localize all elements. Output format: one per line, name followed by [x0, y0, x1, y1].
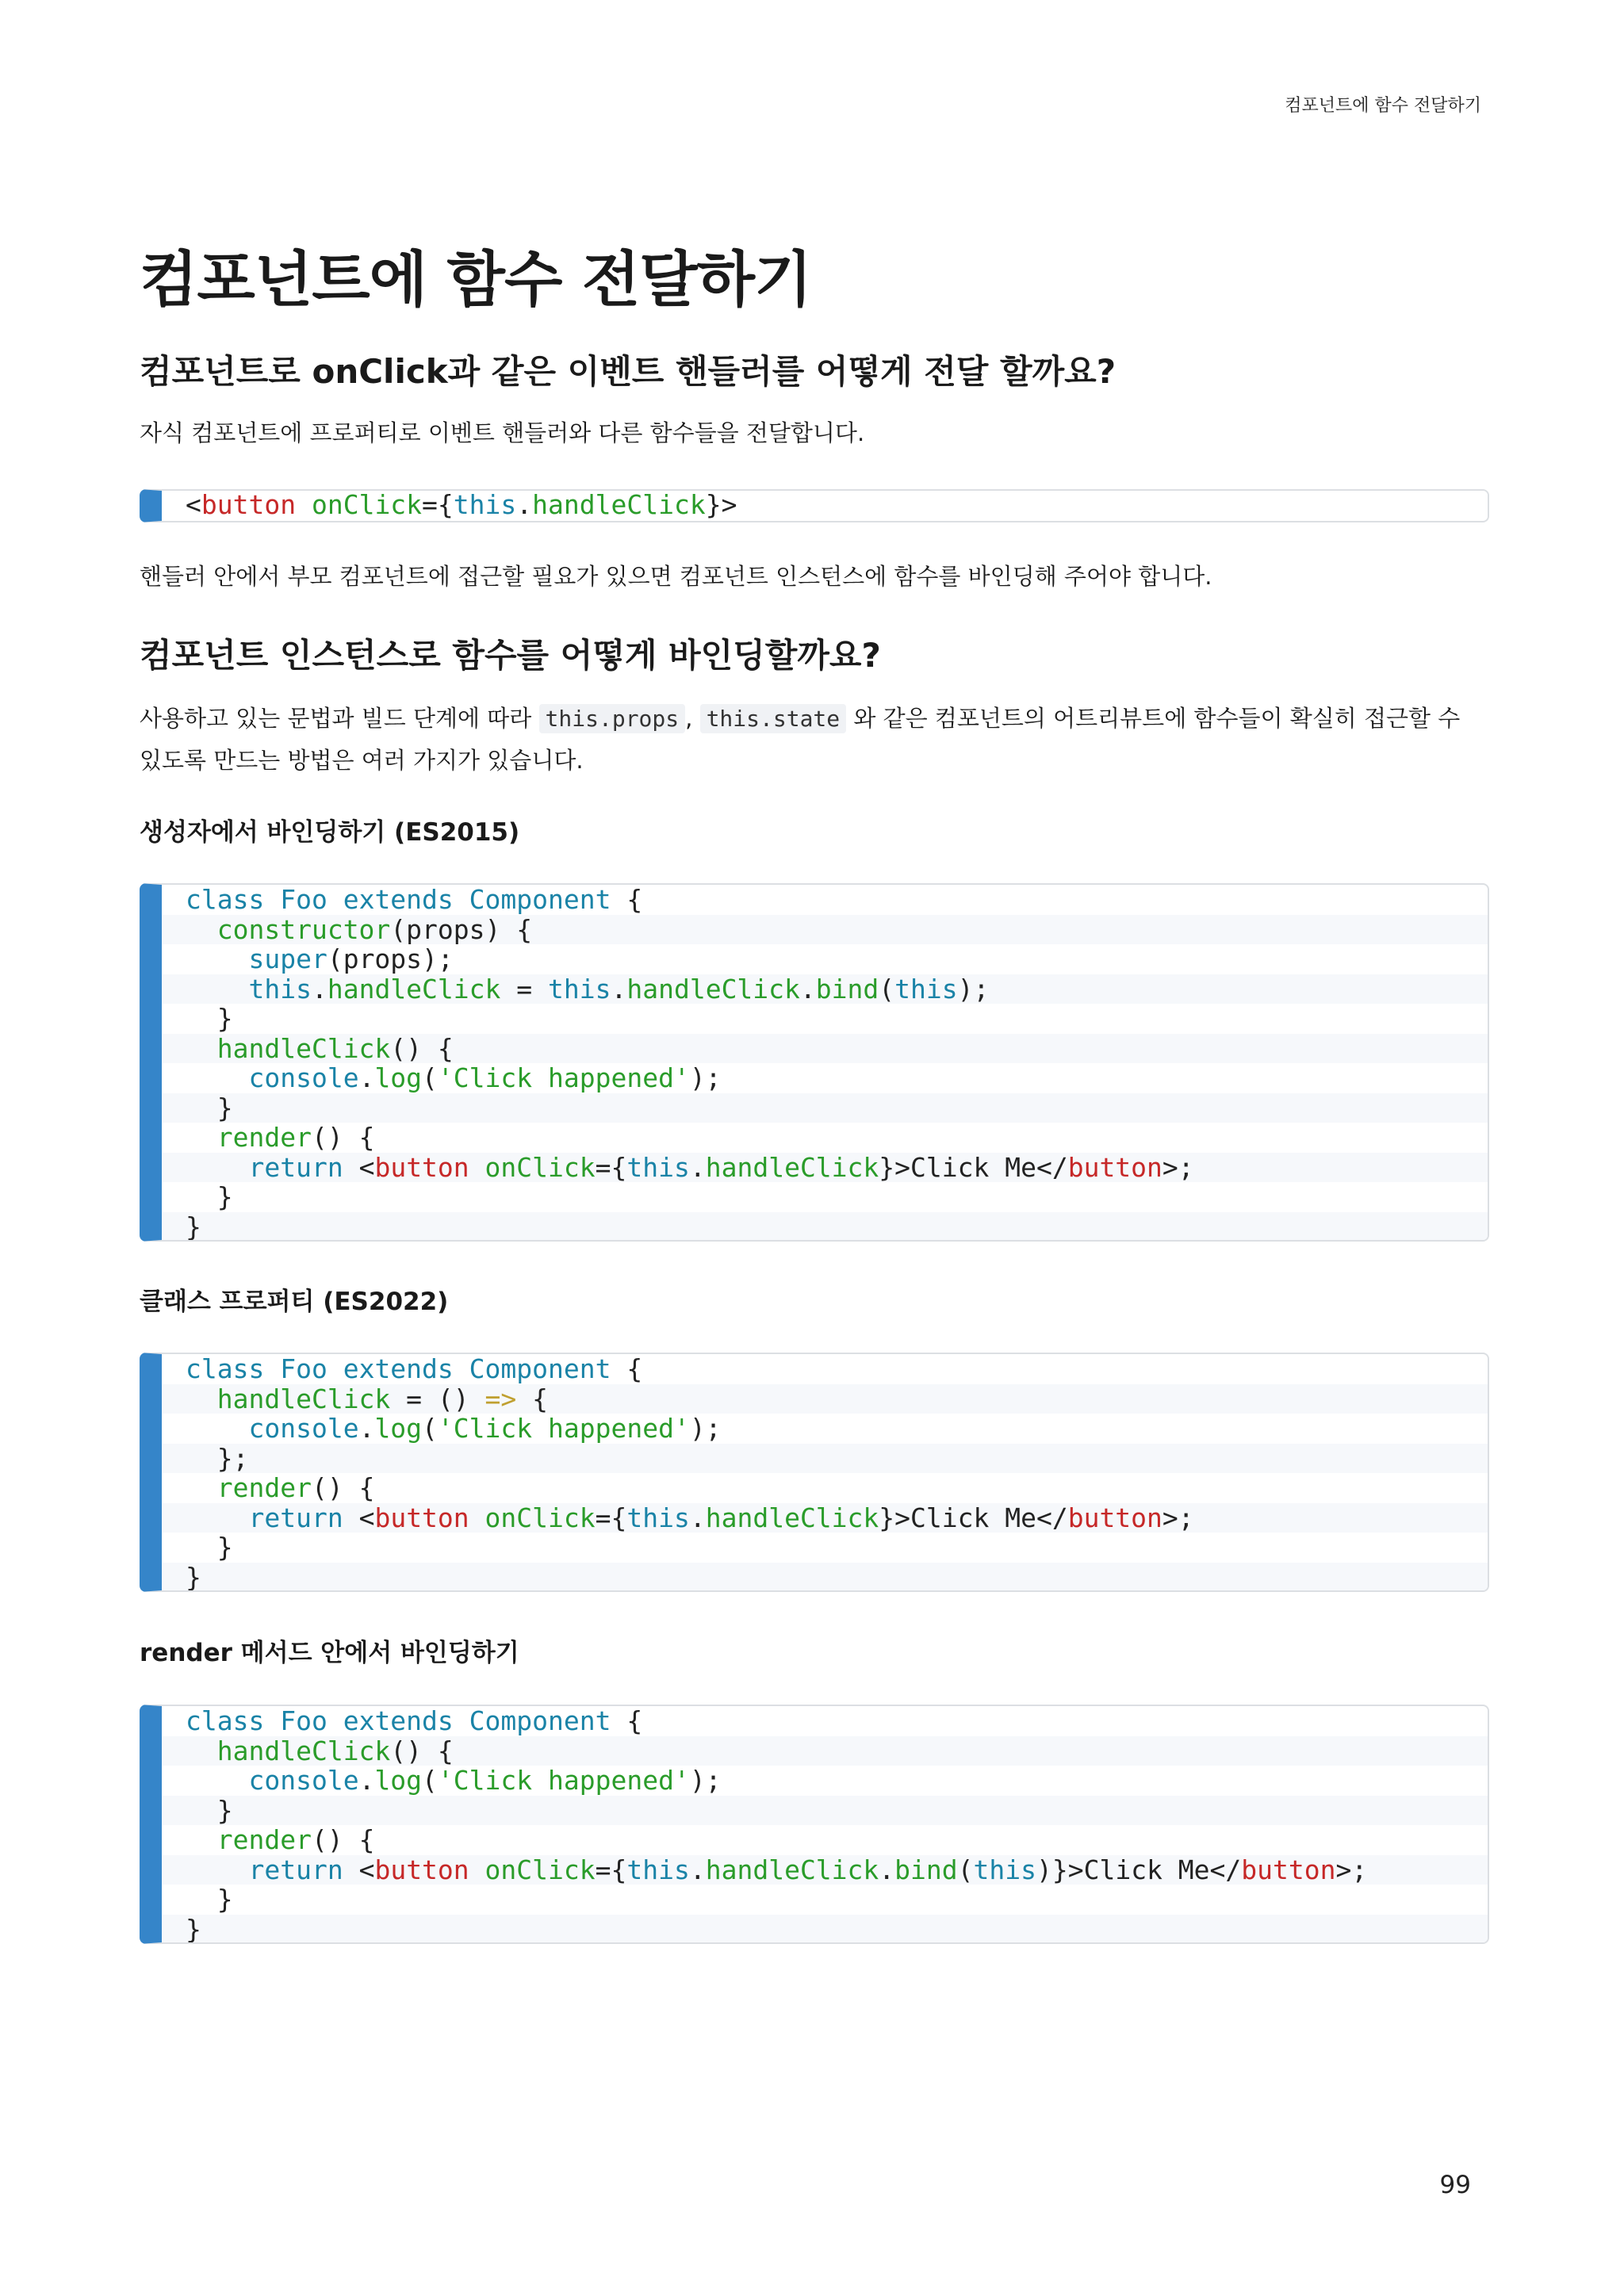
section2-paragraph [140, 698, 1488, 781]
section-heading-binding: 컴포넌트 인스턴스로 함수를 어떻게 바인딩할까요? [140, 636, 881, 675]
subheading-render-binding: render 메서드 안에서 바인딩하기 [140, 1639, 519, 1667]
code-line: } [186, 1884, 233, 1915]
section2-text-sep: , [685, 705, 700, 732]
code-block-button [140, 489, 1489, 522]
code-line: render() { [216, 1122, 375, 1153]
code-line: } [162, 1093, 1488, 1123]
code-line: } [162, 1563, 1488, 1593]
section2-text-after: 와 같은 컴포넌트의 어트리뷰트에 함수들이 확실히 접근할 수 있도록 만드는 방법은 여러 가지가 있습니다. [140, 705, 1461, 774]
code-line: super(props); [248, 943, 454, 974]
section1-after: 핸들러 안에서 부모 컴포넌트에 접근할 필요가 있으면 컴포넌트 인스턴스에 함수를 바인딩해 주어야 합니다. [140, 563, 1212, 590]
code-line: handleClick() { [162, 1736, 1488, 1766]
code-line: } [162, 1212, 1488, 1242]
code-block-constructor [140, 883, 1489, 1242]
code-line: return <button onClick={this.handleClick}>Click Me</button>; [162, 1503, 1488, 1533]
page-title: 컴포넌트에 함수 전달하기 [140, 244, 812, 315]
code-line: this.handleClick = this.handleClick.bind(this); [162, 974, 1488, 1004]
code-line: } [162, 1796, 1488, 1826]
code-line: handleClick = () => { [162, 1384, 1488, 1414]
code-line: class Foo extends Component { [186, 884, 643, 915]
code-line: render() { [216, 1824, 375, 1855]
subheading-constructor-binding: 생성자에서 바인딩하기 (ES2015) [140, 818, 520, 847]
page-number: 99 [1439, 2171, 1471, 2199]
running-header: 컴포넌트에 함수 전달하기 [1285, 96, 1481, 116]
inline-code-this-state: this.state [700, 704, 847, 733]
code-block-class-properties [140, 1353, 1489, 1592]
code-line: class Foo extends Component { [186, 1353, 643, 1384]
code-line: return <button onClick={this.handleClick.bind(this)}>Click Me</button>; [162, 1855, 1488, 1885]
code-block-render-binding [140, 1705, 1489, 1944]
code-line: handleClick() { [162, 1034, 1488, 1064]
code-line: console.log('Click happened'); [248, 1765, 722, 1796]
code-line: console.log('Click happened'); [248, 1062, 722, 1093]
code-line: } [186, 1532, 233, 1563]
code-line: }; [162, 1444, 1488, 1474]
code-line: console.log('Click happened'); [248, 1413, 722, 1444]
code-line: render() { [216, 1472, 375, 1503]
section2-text-before: 사용하고 있는 문법과 빌드 단계에 따라 [140, 705, 539, 732]
section1-intro: 자식 컴포넌트에 프로퍼티로 이벤트 핸들러와 다른 함수들을 전달합니다. [140, 419, 865, 446]
code-line: } [186, 1181, 233, 1212]
subheading-class-properties: 클래스 프로퍼티 (ES2022) [140, 1288, 449, 1316]
code-line: } [162, 1915, 1488, 1945]
code-line: } [186, 1003, 233, 1034]
code-line: return <button onClick={this.handleClick}>Click Me</button>; [162, 1153, 1488, 1183]
code-line: constructor(props) { [162, 915, 1488, 945]
section-heading-event-handlers: 컴포넌트로 onClick과 같은 이벤트 핸들러를 어떻게 전달 할까요? [140, 352, 1116, 391]
code-line: class Foo extends Component { [186, 1705, 643, 1736]
code-line: <button onClick={this.handleClick}> [162, 491, 1488, 519]
inline-code-this-props: this.props [539, 704, 686, 733]
